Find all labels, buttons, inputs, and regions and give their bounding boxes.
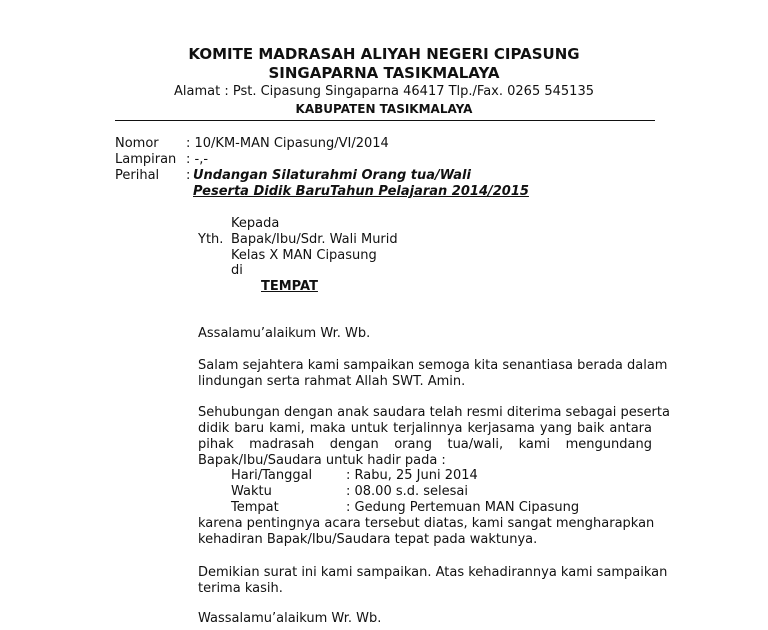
- nomor-label: Nomor: [115, 136, 159, 151]
- recipient-tempat: TEMPAT: [261, 279, 318, 294]
- event-value-date: : Rabu, 25 Juni 2014: [346, 468, 478, 483]
- recipient-kepada: Kepada: [231, 216, 280, 231]
- nomor-value: : 10/KM-MAN Cipasung/VI/2014: [186, 136, 389, 151]
- para2-line1: Sehubungan dengan anak saudara telah resmi diterima sebagai peserta: [198, 405, 670, 420]
- perihal-line1: Undangan Silaturahmi Orang tua/Wali: [193, 168, 471, 183]
- recipient-yth: Yth.: [198, 232, 224, 247]
- org-address: Alamat : Pst. Cipasung Singaparna 46417 Tlp./Fax. 0265 545135: [174, 84, 594, 99]
- para2-line3: pihak madrasah dengan orang tua/wali, kami mengundang: [198, 437, 652, 452]
- perihal-colon: :: [186, 168, 191, 183]
- para3-line2: kehadiran Bapak/Ibu/Saudara tepat pada waktunya.: [198, 532, 538, 547]
- event-value-time: : 08.00 s.d. selesai: [346, 484, 469, 499]
- para2-line2: didik baru kami, maka untuk terjalinnya kerjasama yang baik antara: [198, 421, 652, 436]
- para2-line4: Bapak/Ibu/Saudara untuk hadir pada :: [198, 453, 446, 468]
- recipient-line2: Kelas X MAN Cipasung: [231, 248, 377, 263]
- event-label-time: Waktu: [231, 484, 272, 499]
- para4-line2: terima kasih.: [198, 581, 283, 596]
- event-value-place: : Gedung Pertemuan MAN Cipasung: [346, 500, 580, 515]
- recipient-di: di: [231, 263, 243, 278]
- org-regency: KABUPATEN TASIKMALAYA: [295, 102, 473, 116]
- org-name-line2: SINGAPARNA TASIKMALAYA: [268, 64, 500, 82]
- perihal-label: Perihal: [115, 168, 160, 183]
- event-label-date: Hari/Tanggal: [231, 468, 313, 483]
- lampiran-value: : -,-: [186, 152, 209, 167]
- letterhead-divider: [115, 120, 655, 121]
- lampiran-label: Lampiran: [115, 152, 177, 167]
- greeting: Assalamu’alaikum Wr. Wb.: [198, 326, 371, 341]
- event-label-place: Tempat: [231, 500, 279, 515]
- org-name-line1: KOMITE MADRASAH ALIYAH NEGERI CIPASUNG: [188, 45, 580, 63]
- recipient-line1: Bapak/Ibu/Sdr. Wali Murid: [231, 232, 398, 247]
- perihal-line2: Peserta Didik BaruTahun Pelajaran 2014/2015: [193, 184, 529, 199]
- para1-line2: lindungan serta rahmat Allah SWT. Amin.: [198, 374, 466, 389]
- para1-line1: Salam sejahtera kami sampaikan semoga kita senantiasa berada dalam: [198, 358, 668, 373]
- closing: Wassalamu’alaikum Wr. Wb.: [198, 611, 382, 626]
- para3-line1: karena pentingnya acara tersebut diatas, kami sangat mengharapkan: [198, 516, 655, 531]
- para4-line1: Demikian surat ini kami sampaikan. Atas kehadirannya kami sampaikan: [198, 565, 668, 580]
